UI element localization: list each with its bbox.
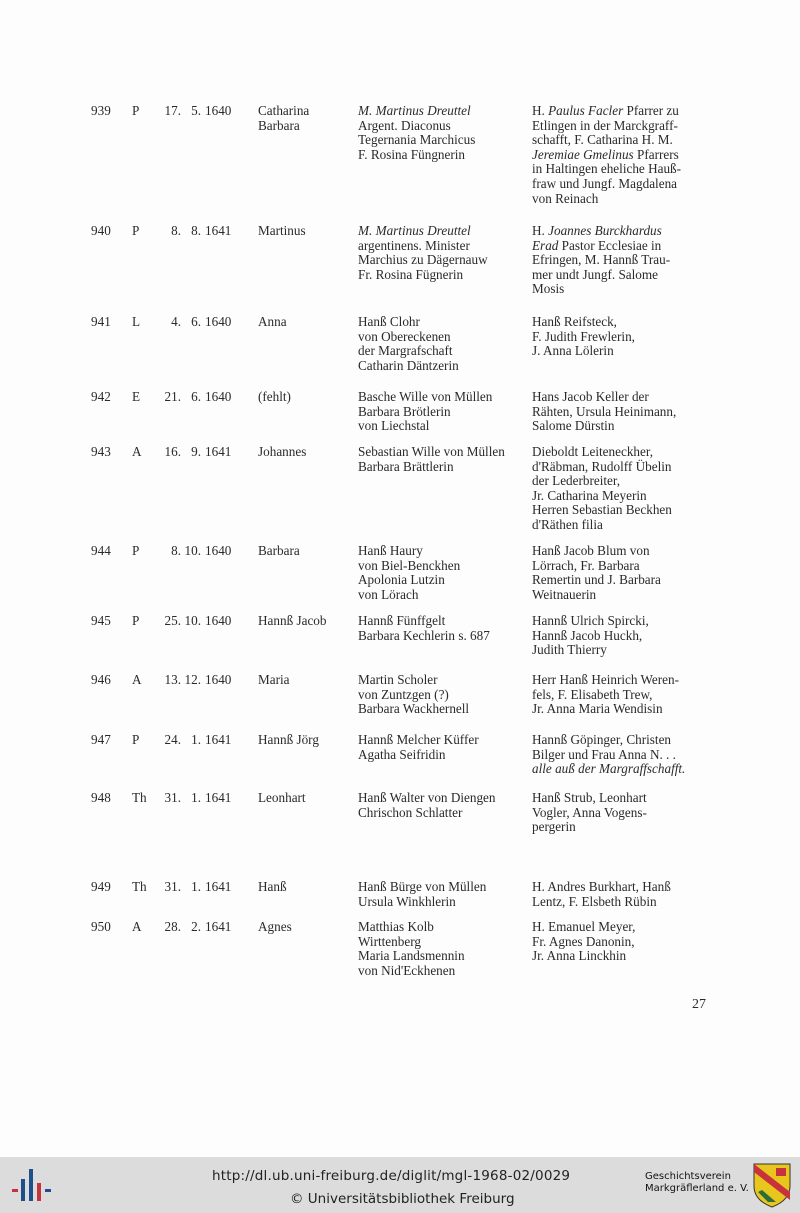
page-number: 27 xyxy=(692,997,706,1012)
godparents xyxy=(532,673,732,717)
godparents-line xyxy=(532,330,732,345)
godparents-segment: alle auß der Margraffschafft. xyxy=(532,761,686,777)
godparents-segment: Pastor Ecclesiae in xyxy=(558,237,662,253)
godparents-segment: Hans Jacob Keller der xyxy=(532,389,649,404)
parents-line: von Liechstal xyxy=(358,418,430,434)
godparents-segment: pergerin xyxy=(532,819,576,835)
godparents-line xyxy=(532,544,732,559)
godparents xyxy=(532,920,732,964)
parents-line: Maria Landsmennin xyxy=(358,948,465,964)
child-name-line: Hannß Jacob xyxy=(258,613,327,628)
godparents-segment: H. xyxy=(532,103,549,118)
entry-month: 6. xyxy=(191,314,201,329)
child-name-line: Hanß xyxy=(258,879,287,894)
godparents-segment: Hanß Strub, Leonhart xyxy=(532,790,647,805)
godparents-line xyxy=(532,503,732,518)
godparents-segment: Weitnauerin xyxy=(532,586,597,602)
parents-line: von Nid'Eckhenen xyxy=(358,962,456,978)
godparents-line xyxy=(532,315,732,330)
child-name xyxy=(258,920,353,935)
parents-line: Hannß Melcher Küffer xyxy=(358,732,479,747)
entry-type: L xyxy=(132,314,141,329)
parents-line: Barbara Wackhernell xyxy=(358,701,470,717)
parents-line: der Margrafschaft xyxy=(358,343,453,359)
entry-day: 25. xyxy=(164,613,181,628)
entry-number: 947 xyxy=(91,732,111,747)
parents-line: Ursula Winkhlerin xyxy=(358,893,456,909)
godparents-segment: Paulus Facler xyxy=(548,103,624,118)
godparents-segment: Pfarrer zu xyxy=(623,103,679,118)
godparents-segment: fraw und Jungf. Magdalena xyxy=(532,175,678,191)
godparents-line xyxy=(532,733,732,748)
entry-type: P xyxy=(132,543,140,558)
godparents-segment: Jr. Anna Maria Wendisin xyxy=(532,701,663,717)
child-name-line: Agnes xyxy=(258,919,292,934)
entry-month: 10. xyxy=(184,543,201,558)
entry-year: 1641 xyxy=(205,919,232,934)
godparents-line xyxy=(532,419,732,434)
godparents-segment: Hanß Reifsteck, xyxy=(532,314,617,329)
godparents-segment: Vogler, Anna Vogens- xyxy=(532,804,647,820)
godparents-segment: Judith Thierry xyxy=(532,642,607,658)
parents-line: Agatha Seifridin xyxy=(358,746,446,762)
child-name-line: Maria xyxy=(258,672,290,687)
child-name-line: Leonhart xyxy=(258,790,306,805)
godparents-segment: Hannß Jacob Huckh, xyxy=(532,627,643,643)
parents-line: M. Martinus Dreuttel xyxy=(358,223,471,238)
entry-year: 1641 xyxy=(205,879,232,894)
child-name-line: Martinus xyxy=(258,223,306,238)
godparents-line xyxy=(532,148,732,163)
parents xyxy=(358,390,528,434)
godparents-line xyxy=(532,559,732,574)
godparents-segment: Efringen, M. Hannß Trau- xyxy=(532,252,671,268)
godparents xyxy=(532,445,732,533)
entry-month: 12. xyxy=(184,672,201,687)
entry-year: 1640 xyxy=(205,314,232,329)
parents-line: Martin Scholer xyxy=(358,672,438,687)
godparents xyxy=(532,315,732,359)
entry-day: 31. xyxy=(164,879,181,894)
parents-line: Hanß Clohr xyxy=(358,314,420,329)
parents-line: Chrischon Schlatter xyxy=(358,804,463,820)
entry-number: 940 xyxy=(91,223,111,238)
footer-org-line1: Geschichtsverein xyxy=(645,1171,731,1182)
entry-year: 1641 xyxy=(205,444,232,459)
godparents-segment: von Reinach xyxy=(532,190,599,206)
entry-month: 1. xyxy=(191,790,201,805)
child-name-line: Johannes xyxy=(258,444,307,459)
godparents-line xyxy=(532,474,732,489)
child-name xyxy=(258,104,353,133)
entry-day: 8. xyxy=(171,543,181,558)
godparents xyxy=(532,104,732,206)
godparents-segment: Lentz, F. Elsbeth Rübin xyxy=(532,893,657,909)
footer-organization xyxy=(645,1171,749,1195)
parents xyxy=(358,445,528,474)
parents xyxy=(358,544,528,602)
entry-month: 6. xyxy=(191,389,201,404)
entry-type: P xyxy=(132,223,140,238)
footer-copyright: © Universitätsbibliothek Freiburg xyxy=(290,1191,515,1207)
godparents-segment: mer undt Jungf. Salome xyxy=(532,266,658,282)
parents-line: Catharin Däntzerin xyxy=(358,357,459,373)
godparents xyxy=(532,733,732,777)
godparents-segment: H. Andres Burkhart, Hanß xyxy=(532,879,671,894)
godparents xyxy=(532,614,732,658)
entry-day: 21. xyxy=(164,389,181,404)
entry-number: 943 xyxy=(91,444,111,459)
entry-month: 8. xyxy=(191,223,201,238)
godparents-segment: Bilger und Frau Anna N. . . xyxy=(532,746,676,762)
godparents-line xyxy=(532,119,732,134)
godparents xyxy=(532,390,732,434)
entry-month: 9. xyxy=(191,444,201,459)
footer-bar xyxy=(0,1157,800,1213)
entry-year: 1640 xyxy=(205,103,232,118)
parents-line: Sebastian Wille von Müllen xyxy=(358,444,505,459)
parents-line: Matthias Kolb xyxy=(358,919,434,934)
entry-year: 1640 xyxy=(205,672,232,687)
parents-line: von Zuntzgen (?) xyxy=(358,686,449,702)
coat-of-arms-icon xyxy=(752,1162,792,1208)
parents-line: Hannß Fünffgelt xyxy=(358,613,446,628)
parents-line: Basche Wille von Müllen xyxy=(358,389,493,404)
entry-number: 941 xyxy=(91,314,111,329)
godparents-line xyxy=(532,573,732,588)
godparents-segment: schafft, F. Catharina H. M. xyxy=(532,132,673,148)
parents-line: Hanß Walter von Diengen xyxy=(358,790,496,805)
godparents-segment: Joannes Burckhardus xyxy=(548,223,662,238)
child-name xyxy=(258,390,353,405)
godparents-segment: Hannß Göpinger, Christen xyxy=(532,732,672,747)
child-name xyxy=(258,614,353,629)
godparents-line xyxy=(532,614,732,629)
godparents-line xyxy=(532,192,732,207)
child-name xyxy=(258,224,353,239)
parents-line: Apolonia Lutzin xyxy=(358,572,445,588)
godparents-segment: Jeremiae Gmelinus xyxy=(532,146,634,162)
entry-number: 950 xyxy=(91,919,111,934)
entry-month: 10. xyxy=(184,613,201,628)
godparents-line xyxy=(532,162,732,177)
godparents-line xyxy=(532,748,732,763)
godparents-line xyxy=(532,239,732,254)
parents xyxy=(358,673,528,717)
entry-day: 13. xyxy=(164,672,181,687)
parents xyxy=(358,224,528,282)
entry-type: A xyxy=(132,919,142,934)
child-name-line: Barbara xyxy=(258,543,300,558)
godparents-line xyxy=(532,673,732,688)
parents-line: Tegernania Marchicus xyxy=(358,132,476,148)
child-name-line: Barbara xyxy=(258,117,300,133)
parents-line: von Biel-Benckhen xyxy=(358,557,461,573)
child-name-line: Catharina xyxy=(258,103,310,118)
entry-number: 942 xyxy=(91,389,111,404)
entry-month: 2. xyxy=(191,919,201,934)
godparents-segment: Lörrach, Fr. Barbara xyxy=(532,557,640,573)
godparents-segment: J. Anna Lölerin xyxy=(532,343,614,359)
godparents-segment: in Haltingen eheliche Hauß- xyxy=(532,161,682,177)
entry-type: P xyxy=(132,103,140,118)
parents-line: Hanß Bürge von Müllen xyxy=(358,879,487,894)
entry-number: 946 xyxy=(91,672,111,687)
entry-type: P xyxy=(132,732,140,747)
entry-year: 1640 xyxy=(205,543,232,558)
godparents-segment: der Lederbreiter, xyxy=(532,473,621,489)
entry-day: 28. xyxy=(164,919,181,934)
parents-line: Hanß Haury xyxy=(358,543,423,558)
parents xyxy=(358,920,528,978)
entry-number: 939 xyxy=(91,103,111,118)
godparents-segment: Erad xyxy=(532,237,559,253)
godparents xyxy=(532,224,732,297)
godparents-line xyxy=(532,282,732,297)
godparents-segment: Remertin und J. Barbara xyxy=(532,572,661,588)
godparents xyxy=(532,544,732,602)
entry-type: P xyxy=(132,613,140,628)
godparents-line xyxy=(532,268,732,283)
godparents-segment: Jr. Catharina Meyerin xyxy=(532,487,647,503)
child-name xyxy=(258,445,353,460)
godparents-line xyxy=(532,224,732,239)
parents xyxy=(358,791,528,820)
godparents-line xyxy=(532,518,732,533)
parents-line: Barbara Brättlerin xyxy=(358,458,454,474)
godparents-segment: F. Judith Frewlerin, xyxy=(532,328,635,344)
child-name xyxy=(258,733,353,748)
godparents-segment: Jr. Anna Linckhin xyxy=(532,948,627,964)
entry-day: 17. xyxy=(164,103,181,118)
godparents-segment: d'Räbman, Rudolff Übelin xyxy=(532,458,672,474)
godparents-line xyxy=(532,949,732,964)
entry-day: 4. xyxy=(171,314,181,329)
godparents-line xyxy=(532,489,732,504)
godparents-line xyxy=(532,820,732,835)
godparents-segment: Mosis xyxy=(532,281,565,297)
godparents-segment: Hannß Ulrich Spircki, xyxy=(532,613,649,628)
entry-day: 31. xyxy=(164,790,181,805)
parents-line: Fr. Rosina Fügnerin xyxy=(358,266,464,282)
godparents-line xyxy=(532,643,732,658)
godparents xyxy=(532,791,732,835)
entry-month: 5. xyxy=(191,103,201,118)
godparents-line xyxy=(532,629,732,644)
godparents-segment: fels, F. Elisabeth Trew, xyxy=(532,686,653,702)
parents-line: Wirttenberg xyxy=(358,933,421,949)
godparents-line xyxy=(532,588,732,603)
footer-url-link[interactable]: http://dl.ub.uni-freiburg.de/diglit/mgl-1968-02/0029 xyxy=(212,1168,571,1184)
parents-line: von Obereckenen xyxy=(358,328,451,344)
entry-month: 1. xyxy=(191,879,201,894)
godparents-segment: H. Emanuel Meyer, xyxy=(532,919,636,934)
parents-line: Barbara Brötlerin xyxy=(358,403,451,419)
godparents-line xyxy=(532,445,732,460)
godparents-line xyxy=(532,390,732,405)
entry-type: Th xyxy=(132,879,147,894)
entry-day: 8. xyxy=(171,223,181,238)
entry-year: 1640 xyxy=(205,613,232,628)
godparents-segment: Etlingen in der Marckgraff- xyxy=(532,117,678,133)
godparents-segment: Salome Dürstin xyxy=(532,418,615,434)
godparents-line xyxy=(532,880,732,895)
godparents-segment: Pfarrers xyxy=(633,146,679,162)
godparents-segment: Hanß Jacob Blum von xyxy=(532,543,650,558)
entry-year: 1641 xyxy=(205,223,232,238)
entry-number: 949 xyxy=(91,879,111,894)
godparents-line xyxy=(532,895,732,910)
parents-line: F. Rosina Füngnerin xyxy=(358,146,466,162)
parents xyxy=(358,880,528,909)
godparents-segment: Herr Hanß Heinrich Weren- xyxy=(532,672,679,687)
godparents-line xyxy=(532,253,732,268)
godparents-line xyxy=(532,460,732,475)
godparents-line xyxy=(532,344,732,359)
parents xyxy=(358,733,528,762)
child-name-line: Anna xyxy=(258,314,287,329)
godparents-segment: Dieboldt Leiteneckher, xyxy=(532,444,654,459)
parents-line: Barbara Kechlerin s. 687 xyxy=(358,627,490,643)
godparents-line xyxy=(532,702,732,717)
footer-org-line2: Markgräflerland e. V. xyxy=(645,1183,749,1194)
ub-freiburg-logo-icon xyxy=(10,1165,54,1205)
godparents-segment: d'Räthen filia xyxy=(532,516,603,532)
godparents-line xyxy=(532,935,732,950)
child-name xyxy=(258,673,353,688)
entry-type: Th xyxy=(132,790,147,805)
godparents-line xyxy=(532,762,732,777)
child-name-line: (fehlt) xyxy=(258,389,291,404)
child-name-line: Hannß Jörg xyxy=(258,732,319,747)
entry-year: 1640 xyxy=(205,389,232,404)
godparents-segment: Rähten, Ursula Heinimann, xyxy=(532,403,677,419)
entry-year: 1641 xyxy=(205,732,232,747)
entry-number: 948 xyxy=(91,790,111,805)
godparents-line xyxy=(532,688,732,703)
godparents xyxy=(532,880,732,909)
parents xyxy=(358,315,528,373)
child-name xyxy=(258,880,353,895)
parents-line: argentinens. Minister xyxy=(358,237,470,253)
child-name xyxy=(258,315,353,330)
entry-day: 16. xyxy=(164,444,181,459)
parents-line: M. Martinus Dreuttel xyxy=(358,103,471,118)
entry-month: 1. xyxy=(191,732,201,747)
godparents-line xyxy=(532,405,732,420)
entry-number: 944 xyxy=(91,543,111,558)
parents-line: von Lörach xyxy=(358,586,419,602)
godparents-segment: H. xyxy=(532,223,549,238)
godparents-line xyxy=(532,791,732,806)
entry-type: A xyxy=(132,672,142,687)
godparents-line xyxy=(532,104,732,119)
child-name xyxy=(258,791,353,806)
godparents-line xyxy=(532,177,732,192)
entry-type: A xyxy=(132,444,142,459)
entry-year: 1641 xyxy=(205,790,232,805)
godparents-line xyxy=(532,920,732,935)
entry-day: 24. xyxy=(164,732,181,747)
parents xyxy=(358,614,528,643)
parents-line: Marchius zu Dägernauw xyxy=(358,252,488,268)
godparents-line xyxy=(532,133,732,148)
child-name xyxy=(258,544,353,559)
entry-type: E xyxy=(132,389,141,404)
godparents-segment: Herren Sebastian Beckhen xyxy=(532,502,672,518)
entry-number: 945 xyxy=(91,613,111,628)
godparents-segment: Fr. Agnes Danonin, xyxy=(532,933,635,949)
parents xyxy=(358,104,528,162)
parents-line: Argent. Diaconus xyxy=(358,117,451,133)
godparents-line xyxy=(532,806,732,821)
